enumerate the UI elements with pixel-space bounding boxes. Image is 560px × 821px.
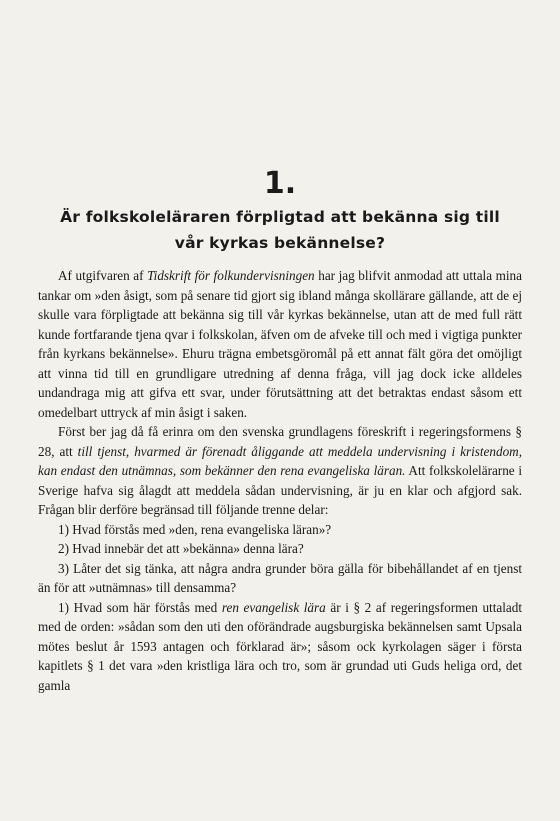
text-run: Af utgifvaren af [58,268,148,283]
text-run: Först ber jag då få erinra om den svenska grundlagens föreskrift i regeringsformens § 28, att [38,424,522,459]
text-run: Att folkskolelärarne i Sverige hafva sig ålagdt att meddela sådan undervisning, är ju en klar och afgjord sak. Frågan blir derföre begränsad till följande trenne delar: [38,463,523,517]
chapter-title [40,204,520,256]
emphasis: ren evangelisk lära [221,599,326,615]
question-2: 2) Hvad innebär det att »bekänna» denna lära? [58,541,304,556]
chapter-title-line2: vår kyrkas bekännelse? [174,234,386,252]
text-run: har jag blifvit anmodad att uttala mina tankar om »den åsigt, som på senare tid gjort sig ibland många skollärare gällande, att de ej skulle vara förpligtade att bekänna sig till vår kyrkas bekännelse, utan att de med full rätt kunde fortfarande tjena qvar i folkskolan, äfven om de afveke till och med i vigtiga punkter från kyrkans bekännelse». Ehuru trägna embetsgöromål på ett annat fält göra det omöjligt att vinna tid till en grundligare utredning af denna fråga, vill jag dock icke alldeles undandraga mig att gifva ett svar, under förutsättning att det betraktas endast såsom ett omedelbart uttryck af min åsigt i saken. [38,268,522,420]
question-3: 3) Låter det sig tänka, att några andra grunder böra gälla för bibehållandet af en tjenst än för att »utnämnas» till densamma? [38,560,522,595]
paragraph-intro [38,266,522,422]
text-run: 1) Hvad som här förstås med [58,599,222,615]
question-1: 1) Hvad förstås med »den, rena evangeliska läran»? [58,521,332,537]
paragraph-constitution [38,422,522,520]
text-run: är i § 2 af regeringsformen uttaladt med de orden: »sådan som den uti den oförändrade augsburgiska bekännelsen samt Upsala mötes beslut år 1593 antagen och förklarad är»; såsom ock kyrkolagen säger i första kapitlets § 1 det vara »den kristliga lära och tro, som är grundad uti Guds heliga ord, det gamla [38,599,522,693]
quoted-law: till tjenst, hvarmed är förenadt åliggande att meddela undervisning i kristendom, kan endast den utnämnas, som bekänner den rena evangeliska läran. [38,443,523,478]
paragraph-answer-1 [38,598,522,696]
journal-title: Tidskrift för folkundervisningen [147,268,315,283]
chapter-number: 1. [263,166,297,201]
chapter-title-line1: Är folkskoleläraren förpligtad att bekänna sig till [60,208,500,226]
body-text [38,266,522,695]
